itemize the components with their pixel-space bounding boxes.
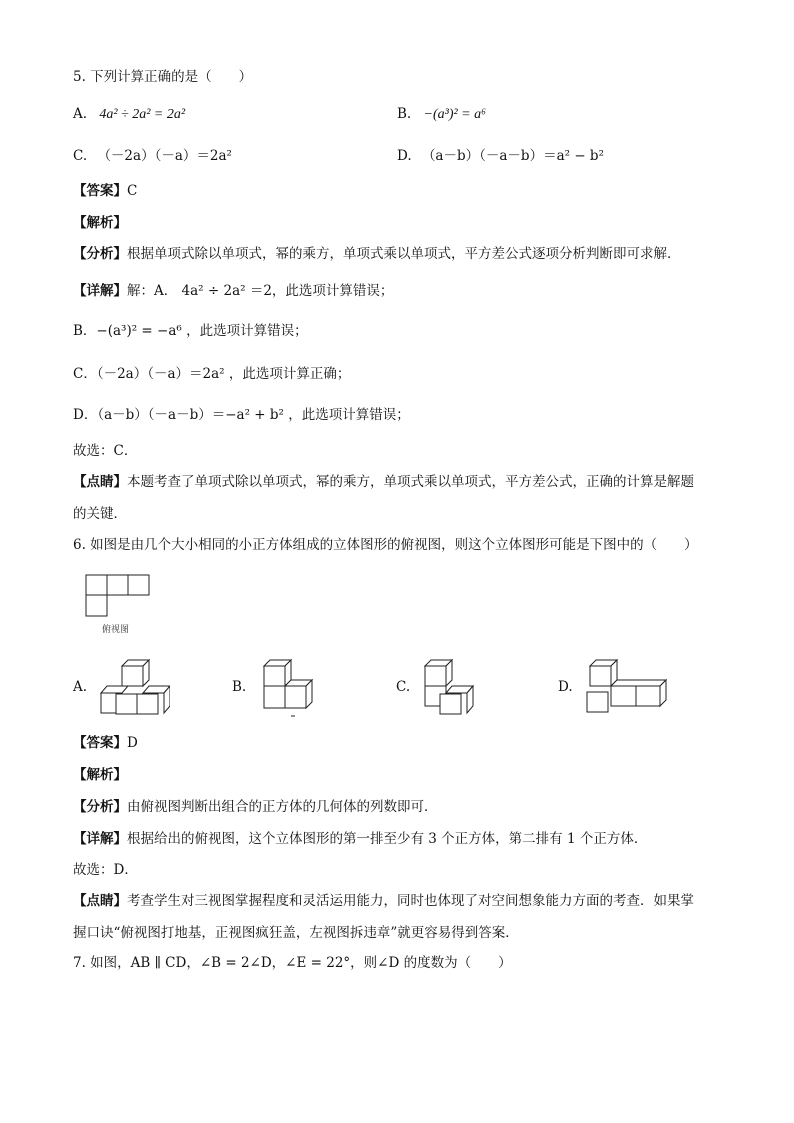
cube-face bbox=[116, 694, 137, 714]
q5-analysis-tag: 【解析】 bbox=[73, 215, 127, 231]
q5-detail-a-text: 解：A． 4a² ÷ 2a² ＝2，此选项计算错误； bbox=[127, 283, 394, 299]
q5-option-d bbox=[397, 146, 604, 166]
q5-analysis-heading bbox=[73, 213, 127, 233]
q5-answer-value: C bbox=[127, 183, 138, 199]
cube-face bbox=[264, 666, 285, 686]
q6-answer bbox=[73, 733, 138, 753]
q5-option-a bbox=[73, 104, 185, 125]
q5-option-a-label: A. bbox=[73, 106, 88, 122]
q6-comment-1 bbox=[73, 891, 694, 911]
q7-stem: 7. 如图，AB ∥ CD，∠B = 2∠D，∠E = 22°，则∠D 的度数为（ ） bbox=[73, 955, 512, 971]
top-view-cell bbox=[107, 575, 128, 595]
q6-analysis-tag: 【解析】 bbox=[73, 767, 127, 783]
cube-face bbox=[611, 680, 666, 686]
q6-top-view-caption: 俯视图 bbox=[102, 625, 130, 635]
top-view-cell bbox=[86, 595, 107, 616]
top-view-cell bbox=[128, 575, 149, 595]
q5-option-a-formula: 4a² ÷ 2a² = 2a² bbox=[99, 107, 186, 122]
q5-detail-b: B．−(a³)² = −a⁶ ，此选项计算错误； bbox=[73, 323, 308, 339]
q6-answer-tag: 【答案】 bbox=[73, 735, 127, 751]
q6-option-a-figure bbox=[96, 658, 170, 718]
top-view-cell bbox=[86, 575, 107, 595]
q5-option-c bbox=[73, 146, 232, 166]
q5-detail-d: D．（a－b）（－a－b）＝−a² + b² ，此选项计算错误； bbox=[73, 407, 410, 423]
cube-face bbox=[636, 686, 660, 706]
q5-detail-a bbox=[73, 281, 393, 301]
q5-fenxi-text: 根据单项式除以单项式，幂的乘方，单项式乘以单项式，平方差公式逐项分析判断即可求解． bbox=[127, 246, 681, 262]
q6-fenxi-text: 由俯视图判断出组合的正方体的几何体的列数即可． bbox=[127, 799, 438, 815]
cube-face bbox=[425, 666, 446, 686]
cube-face bbox=[611, 686, 636, 706]
q6-comment-tag: 【点睛】 bbox=[73, 893, 127, 909]
cube-face bbox=[101, 686, 128, 693]
q5-option-c-formula: （－2a）（－a）＝2a² bbox=[97, 148, 232, 164]
q5-stem: 5. 下列计算正确的是（ ） bbox=[73, 69, 253, 85]
q5-comment-2: 的关键． bbox=[73, 506, 127, 522]
q5-option-d-label: D. bbox=[397, 148, 412, 164]
cube-face bbox=[264, 686, 285, 708]
q5-option-d-formula: （a－b）（－a－b）＝a² − b² bbox=[421, 148, 604, 164]
q6-option-d-label: D. bbox=[558, 679, 573, 695]
q6-option-b-figure bbox=[258, 658, 328, 722]
q6-option-c-label: C. bbox=[396, 679, 411, 695]
q5-option-b-formula: −(a³)² = a⁶ bbox=[423, 107, 486, 122]
q5-detail-c: C．（－2a）（－a）＝2a² ，此选项计算正确； bbox=[73, 366, 351, 382]
q6-detail-text: 根据给出的俯视图，这个立体图形的第一排至少有 3 个正方体，第二排有 1 个正方体． bbox=[127, 831, 648, 847]
q5-fenxi-tag: 【分析】 bbox=[73, 246, 127, 262]
q6-comment-text: 考查学生对三视图掌握程度和灵活运用能力，同时也体现了对空间想象能力方面的考查．如果掌 bbox=[127, 893, 694, 909]
q6-detail bbox=[73, 829, 647, 849]
q5-option-b-label: B. bbox=[397, 106, 412, 122]
cube-face bbox=[440, 694, 461, 714]
q5-comment-tag: 【点睛】 bbox=[73, 474, 127, 490]
q5-fenxi bbox=[73, 244, 681, 264]
cube-face bbox=[122, 666, 143, 686]
q5-comment-text: 本题考查了单项式除以单项式，幂的乘方，单项式乘以单项式，平方差公式，正确的计算是解题 bbox=[127, 474, 694, 490]
q6-option-b-label: B. bbox=[232, 679, 247, 695]
q5-option-b bbox=[397, 104, 486, 125]
q6-top-view-figure bbox=[85, 574, 151, 618]
cube-face bbox=[590, 666, 611, 686]
q6-option-a-label: A. bbox=[73, 679, 88, 695]
q5-answer bbox=[73, 181, 137, 201]
q6-analysis-heading bbox=[73, 765, 127, 785]
q6-fenxi-tag: 【分析】 bbox=[73, 799, 127, 815]
q5-comment-1 bbox=[73, 472, 694, 492]
q5-detail-tag: 【详解】 bbox=[73, 283, 127, 299]
cube-face bbox=[285, 686, 306, 708]
q6-fenxi bbox=[73, 797, 438, 817]
q6-comment-2: 握口诀“俯视图打地基，正视图疯狂盖，左视图拆违章”就更容易得到答案． bbox=[73, 925, 519, 941]
q5-answer-tag: 【答案】 bbox=[73, 183, 127, 199]
q6-option-c-figure bbox=[420, 658, 480, 718]
q5-choose: 故选：C． bbox=[73, 443, 138, 459]
cube-face bbox=[137, 694, 158, 714]
q6-detail-tag: 【详解】 bbox=[73, 831, 127, 847]
q6-option-d-figure bbox=[584, 658, 668, 718]
q6-choose: 故选：D． bbox=[73, 862, 138, 878]
q6-answer-value: D bbox=[127, 735, 138, 751]
q6-stem: 6. 如图是由几个大小相同的小正方体组成的立体图形的俯视图，则这个立体图形可能是下图中的（ ） bbox=[73, 537, 698, 553]
cube-face bbox=[587, 692, 608, 712]
q5-option-c-label: C. bbox=[73, 148, 88, 164]
